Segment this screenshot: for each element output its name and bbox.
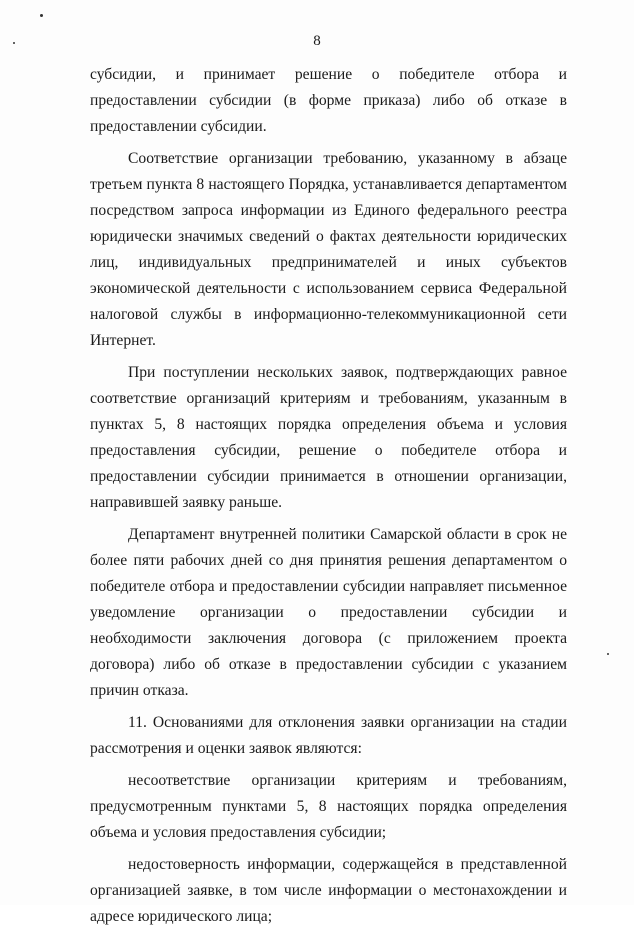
paragraph-item-11: 11. Основаниями для отклонения заявки организации на стадии рассмотрения и оценки заявок являются:	[90, 714, 567, 757]
paragraph-compliance-check: Соответствие организации требованию, указанному в абзаце третьем пункта 8 настоящего Порядка, устанавливается департаментом посредством запроса информации из Единого федерального реестра юридически значимых сведений о фактах деятельности юридических лиц, индивидуальных предпринимателей и иных субъектов экономической деятельности с использованием сервиса Федеральной налоговой службы в информационно-телекоммуникационной сети Интернет.	[90, 150, 567, 349]
paragraph-continuation: субсидии, и принимает решение о победителе отбора и предоставлении субсидии (в форме приказа) либо об отказе в предоставлении субсидии.	[90, 66, 567, 135]
paragraph-rejection-reason-2: недостоверность информации, содержащейся в представленной организацией заявке, в том числе информации о местонахождении и адресе юридического лица;	[90, 856, 567, 925]
scan-speck	[40, 14, 43, 17]
scan-speck	[607, 653, 609, 655]
document-body	[90, 62, 567, 930]
paragraph-rejection-reason-1: несоответствие организации критериям и требованиям, предусмотренным пунктами 5, 8 настоящих порядка определения объема и условия предоставления субсидии;	[90, 772, 567, 841]
page-number: 8	[313, 33, 321, 49]
paragraph-equal-applications: При поступлении нескольких заявок, подтверждающих равное соответствие организаций критериям и требованиям, указанным в пунктах 5, 8 настоящих порядка определения объема и условия предоставления субсидии, решение о победителе отбора и предоставлении субсидии принимается в отношении организации, направившей заявку раньше.	[90, 364, 567, 511]
paragraph-notification: Департамент внутренней политики Самарской области в срок не более пяти рабочих дней со дня принятия решения департаментом о победителе отбора и предоставлении субсидии направляет письменное уведомление организации о предоставлении субсидии и необходимости заключения договора (с приложением проекта договора) либо об отказе в предоставлении субсидии с указанием причин отказа.	[90, 526, 567, 699]
